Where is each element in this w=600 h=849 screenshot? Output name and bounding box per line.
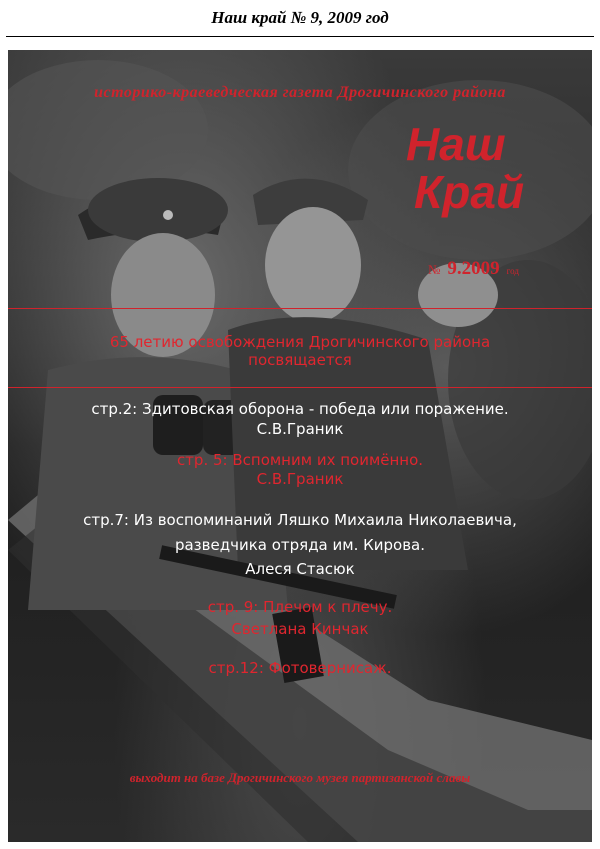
toc-item-1-title: стр.2: Здитовская оборона - победа или поражение. — [91, 400, 509, 418]
page-header-title: Наш край № 9, 2009 год — [211, 8, 389, 27]
cover-page — [8, 50, 592, 842]
toc-item-4-author: Светлана Кинчак — [231, 620, 369, 638]
toc-item-3-author: Алеся Стасюк — [245, 560, 355, 578]
divider-top — [8, 308, 592, 309]
toc-item-1-author: С.В.Граник — [256, 420, 344, 438]
logo-line-1: Наш — [406, 118, 506, 170]
masthead-tagline: историко-краеведческая газета Дрогичинского района — [94, 84, 506, 101]
logo-line-2: Край — [414, 166, 525, 218]
toc-item-2-author: С.В.Граник — [256, 470, 344, 488]
dedication-line-1: 65 летию освобождения Дрогичинского района — [109, 333, 491, 351]
toc-item-3-subtitle: разведчика отряда им. Кирова. — [174, 536, 426, 554]
header-rule — [6, 36, 594, 37]
toc-item-3-title: стр.7: Из воспоминаний Ляшко Михаила Николаевича, — [83, 511, 517, 529]
issue-number — [428, 258, 519, 280]
issue-year-label: год — [506, 266, 519, 276]
footer-tagline: выходит на базе Дрогичинского музея партизанской славы — [129, 770, 471, 785]
issue-no-sign: № — [428, 262, 441, 277]
toc-item-5-title: стр.12: Фотовернисаж. — [208, 659, 392, 677]
toc-item-2-title: стр. 5: Вспомним их поимённо. — [176, 451, 424, 469]
dedication-line-2: посвящается — [248, 351, 352, 369]
divider-middle — [8, 387, 592, 388]
issue-num: 9.2009 — [447, 258, 500, 279]
newspaper-logo — [406, 120, 566, 216]
toc-item-4-title: стр. 9: Плечом к плечу. — [207, 598, 393, 616]
